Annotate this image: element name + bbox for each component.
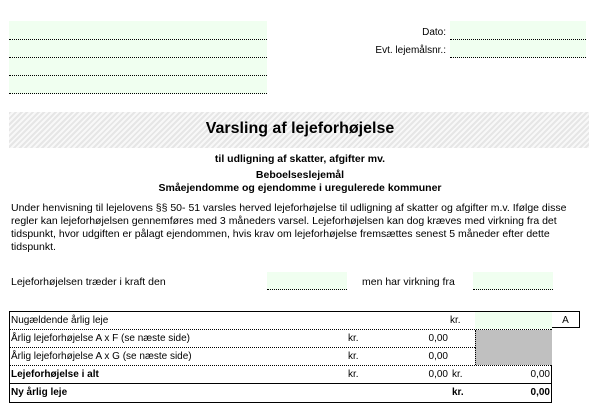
a-marker: A	[562, 315, 569, 326]
lease-number-label: Evt. lejemålsnr.:	[375, 45, 446, 56]
total-raise-value: 0,00	[428, 369, 448, 380]
raise-af-label: Årlig lejeforhøjelse A x F (se næste side)	[11, 333, 190, 344]
current-rent-label: Nugældende årlig leje	[11, 315, 109, 326]
kr-label: kr.	[452, 369, 463, 380]
page-title: Varsling af lejeforhøjelse	[205, 120, 395, 137]
new-rent-value: 0,00	[530, 387, 550, 398]
raise-af-row	[10, 330, 551, 348]
address-line-1[interactable]	[9, 21, 267, 40]
gray-cell	[475, 330, 552, 348]
subtitle-lease-type: Beboelseslejemål	[255, 169, 345, 181]
kr-label: kr.	[348, 351, 359, 362]
kr-label: kr.	[348, 333, 359, 344]
date-label: Dato:	[422, 27, 446, 38]
total-raise-row	[10, 366, 551, 384]
gray-cell	[475, 348, 552, 365]
date-field[interactable]	[450, 21, 586, 40]
raise-ag-row	[10, 348, 551, 366]
effective-date-label: Lejeforhøjelsen træder i kraft den	[11, 276, 166, 288]
lease-number-field[interactable]	[450, 40, 586, 58]
current-rent-row	[10, 312, 551, 330]
address-line-2[interactable]	[9, 40, 267, 58]
raise-af-value: 0,00	[428, 333, 448, 344]
new-rent-label: Ny årlig leje	[11, 387, 68, 398]
effect-from-field[interactable]	[473, 272, 553, 290]
kr-label: kr.	[348, 369, 359, 380]
address-line-4[interactable]	[9, 76, 267, 94]
current-rent-field[interactable]	[475, 312, 552, 329]
total-raise-sum: 0,00	[530, 369, 550, 380]
effective-date-field[interactable]	[267, 272, 347, 290]
raise-ag-value: 0,00	[428, 351, 448, 362]
subtitle-property-type: Småejendomme og ejendomme i uregulerede kommuner	[158, 182, 442, 194]
subtitle: til udligning af skatter, afgifter mv.	[214, 153, 386, 165]
rent-table	[9, 311, 552, 403]
address-line-3[interactable]	[9, 58, 267, 76]
a-marker-box	[551, 311, 580, 328]
new-rent-row	[10, 384, 551, 402]
raise-ag-label: Årlig lejeforhøjelse A x G (se næste side)	[11, 351, 192, 362]
kr-label: kr.	[450, 315, 461, 326]
total-raise-label: Lejeforhøjelse i alt	[11, 369, 99, 380]
kr-label: kr.	[452, 387, 464, 398]
effect-from-label: men har virkning fra	[362, 276, 455, 288]
body-text: Under henvisning til lejelovens §§ 50- 51 varsles herved lejeforhøjelse til udligning af skatter og afgifter m.v. Ifølge disse regler kan lejeforhøjelsen gennemføres med 3 måneders varsel. Lejeforhøjelsen kan dog kræves med virkning fra det tidspunkt, hvor udgiften er pålagt ejendommen, hvis krav om lejeforhøjelse fremsættes senest 5 måneder efter dette tidspunkt.	[11, 202, 567, 253]
